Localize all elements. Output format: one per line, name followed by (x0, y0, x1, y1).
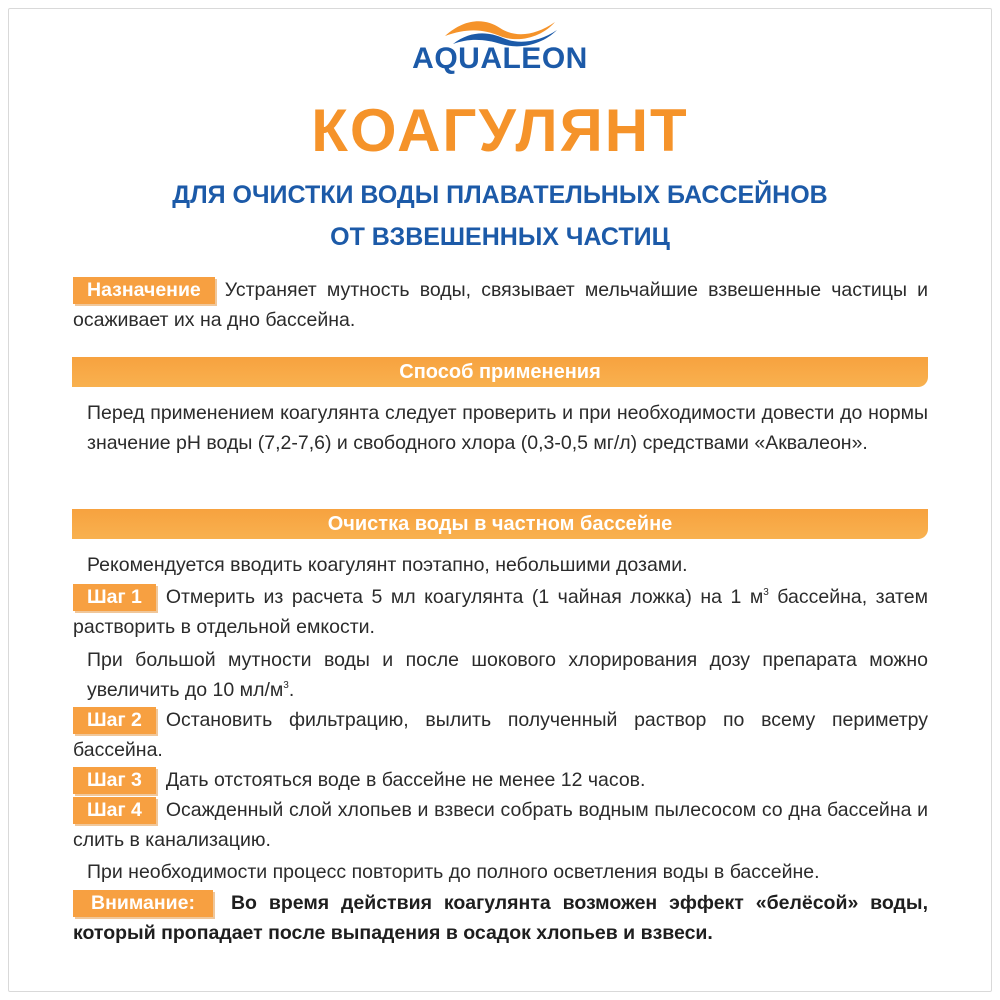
step-4-paragraph (73, 795, 928, 855)
step-1-paragraph (73, 582, 928, 642)
repeat-paragraph (73, 857, 928, 887)
step-2-paragraph (73, 705, 928, 765)
step-3-paragraph (73, 765, 928, 795)
step-3-text: Дать отстояться воде в бассейне не менее 12 часов. (165, 769, 646, 791)
brand-name: AQUALEON (412, 42, 588, 75)
step-1-text-b: бассейна, затем растворить в отдельной емкости. (73, 586, 928, 638)
private-pool-intro-text: Рекомендуется вводить коагулянт поэтапно, небольшими дозами. (87, 554, 688, 576)
usage-heading: Способ применения (72, 357, 928, 387)
private-pool-intro (73, 550, 928, 580)
subtitle-line-2: ОТ ВЗВЕШЕННЫХ ЧАСТИЦ (330, 223, 670, 251)
subtitle-line-1: ДЛЯ ОЧИСТКИ ВОДЫ ПЛАВАТЕЛЬНЫХ БАССЕЙНОВ (172, 181, 828, 209)
purpose-paragraph (73, 275, 928, 335)
dose-note-text-b: . (288, 679, 295, 701)
step-3-badge: Шаг 3 (73, 767, 156, 794)
warning-badge: Внимание: (73, 890, 213, 917)
step-4-badge: Шаг 4 (73, 797, 156, 824)
step-2-badge: Шаг 2 (73, 707, 156, 734)
step-1-text-a: Отмерить из расчета 5 мл коагулянта (1 чайная ложка) на 1 м (165, 586, 764, 608)
purpose-badge: Назначение (73, 277, 215, 304)
step-4-text: Осажденный слой хлопьев и взвеси собрать водным пылесосом со дна бассейна и слить в канализацию. (73, 799, 928, 851)
private-pool-heading: Очистка воды в частном бассейне (72, 509, 928, 539)
page-title: КОАГУЛЯНТ (311, 97, 689, 164)
step-1-badge: Шаг 1 (73, 584, 156, 611)
step-1-sup: 3 (763, 587, 769, 598)
dose-note-text-a: При большой мутности воды и после шокового хлорирования дозу препарата можно увеличить до 10 мл/м (87, 649, 928, 701)
purpose-text: Устраняет мутность воды, связывает мельчайшие взвешенные частицы и осаживает их на дно бассейна. (73, 279, 928, 331)
dose-note-paragraph (73, 645, 928, 705)
step-2-text: Остановить фильтрацию, вылить полученный раствор по всему периметру бассейна. (73, 709, 928, 761)
dose-note-sup: 3 (283, 680, 289, 691)
warning-text: Во время действия коагулянта возможен эффект «белёсой» воды, который пропадает после выпадения в осадок хлопьев и взвеси. (73, 892, 928, 944)
usage-text: Перед применением коагулянта следует проверить и при необходимости довести до нормы значение pH воды (7,2-7,6) и свободного хлора (0,3-0,5 мг/л) средствами «Аквалеон». (87, 402, 928, 454)
usage-paragraph (73, 398, 928, 458)
brand-logo (0, 14, 1000, 76)
repeat-text: При необходимости процесс повторить до полного осветления воды в бассейне. (87, 861, 820, 883)
warning-paragraph (73, 888, 928, 948)
